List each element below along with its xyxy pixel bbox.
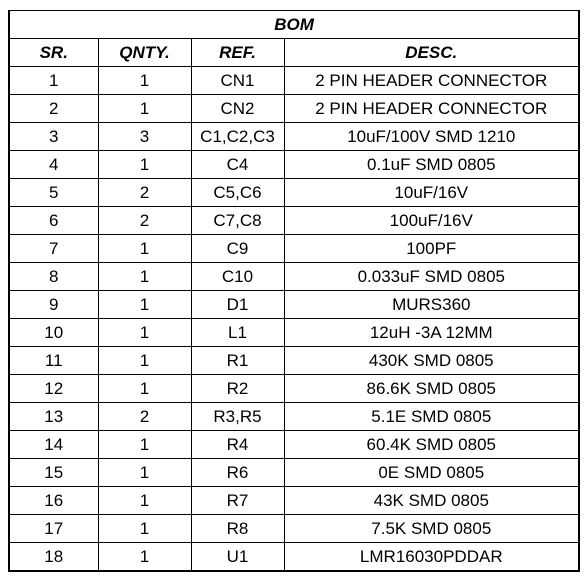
- table-row: [9, 95, 579, 123]
- table-row: [9, 207, 579, 235]
- cell-ref: D1: [191, 291, 284, 319]
- cell-desc: 43K SMD 0805: [284, 487, 579, 515]
- cell-sr: 15: [9, 459, 98, 487]
- cell-ref: R3,R5: [191, 403, 284, 431]
- cell-ref: R7: [191, 487, 284, 515]
- cell-sr: 16: [9, 487, 98, 515]
- cell-qnty: 1: [98, 235, 191, 263]
- cell-sr: 11: [9, 347, 98, 375]
- table-row: [9, 347, 579, 375]
- cell-desc: 10uF/16V: [284, 179, 579, 207]
- cell-ref: CN1: [191, 67, 284, 95]
- cell-desc: MURS360: [284, 291, 579, 319]
- cell-desc: LMR16030PDDAR: [284, 543, 579, 572]
- title-row: [9, 11, 579, 39]
- cell-desc: 2 PIN HEADER CONNECTOR: [284, 95, 579, 123]
- cell-ref: R8: [191, 515, 284, 543]
- cell-sr: 12: [9, 375, 98, 403]
- column-header-sr: SR.: [9, 39, 98, 67]
- cell-qnty: 1: [98, 319, 191, 347]
- table-row: [9, 515, 579, 543]
- table-row: [9, 67, 579, 95]
- cell-sr: 17: [9, 515, 98, 543]
- cell-desc: 12uH -3A 12MM: [284, 319, 579, 347]
- header-row: [9, 39, 579, 67]
- cell-qnty: 1: [98, 291, 191, 319]
- cell-ref: R2: [191, 375, 284, 403]
- cell-qnty: 2: [98, 207, 191, 235]
- cell-qnty: 1: [98, 375, 191, 403]
- cell-desc: 60.4K SMD 0805: [284, 431, 579, 459]
- column-header-desc: DESC.: [284, 39, 579, 67]
- cell-ref: CN2: [191, 95, 284, 123]
- cell-qnty: 3: [98, 123, 191, 151]
- cell-sr: 7: [9, 235, 98, 263]
- cell-sr: 2: [9, 95, 98, 123]
- table-row: [9, 319, 579, 347]
- table-row: [9, 375, 579, 403]
- cell-ref: U1: [191, 543, 284, 572]
- cell-qnty: 2: [98, 403, 191, 431]
- table-row: [9, 235, 579, 263]
- table-row: [9, 487, 579, 515]
- cell-sr: 10: [9, 319, 98, 347]
- cell-desc: 86.6K SMD 0805: [284, 375, 579, 403]
- cell-ref: C4: [191, 151, 284, 179]
- cell-qnty: 1: [98, 515, 191, 543]
- cell-sr: 1: [9, 67, 98, 95]
- cell-qnty: 1: [98, 431, 191, 459]
- cell-desc: 2 PIN HEADER CONNECTOR: [284, 67, 579, 95]
- cell-qnty: 1: [98, 151, 191, 179]
- cell-desc: 7.5K SMD 0805: [284, 515, 579, 543]
- table-row: [9, 123, 579, 151]
- cell-ref: L1: [191, 319, 284, 347]
- cell-desc: 430K SMD 0805: [284, 347, 579, 375]
- table-row: [9, 291, 579, 319]
- cell-qnty: 1: [98, 487, 191, 515]
- column-header-qnty: QNTY.: [98, 39, 191, 67]
- cell-sr: 9: [9, 291, 98, 319]
- cell-qnty: 1: [98, 263, 191, 291]
- cell-desc: 0.1uF SMD 0805: [284, 151, 579, 179]
- cell-qnty: 1: [98, 543, 191, 572]
- cell-ref: C10: [191, 263, 284, 291]
- cell-desc: 10uF/100V SMD 1210: [284, 123, 579, 151]
- cell-sr: 3: [9, 123, 98, 151]
- cell-sr: 5: [9, 179, 98, 207]
- cell-sr: 8: [9, 263, 98, 291]
- cell-ref: C1,C2,C3: [191, 123, 284, 151]
- cell-qnty: 2: [98, 179, 191, 207]
- column-header-ref: REF.: [191, 39, 284, 67]
- table-row: [9, 431, 579, 459]
- cell-qnty: 1: [98, 95, 191, 123]
- cell-ref: R4: [191, 431, 284, 459]
- cell-ref: R6: [191, 459, 284, 487]
- table-body: [9, 67, 579, 572]
- cell-qnty: 1: [98, 347, 191, 375]
- cell-ref: C7,C8: [191, 207, 284, 235]
- cell-sr: 6: [9, 207, 98, 235]
- cell-sr: 4: [9, 151, 98, 179]
- cell-desc: 0.033uF SMD 0805: [284, 263, 579, 291]
- cell-desc: 100PF: [284, 235, 579, 263]
- table-row: [9, 151, 579, 179]
- bom-table: [8, 10, 580, 572]
- cell-qnty: 1: [98, 67, 191, 95]
- table-row: [9, 459, 579, 487]
- table-row: [9, 403, 579, 431]
- cell-desc: 5.1E SMD 0805: [284, 403, 579, 431]
- table-row: [9, 543, 579, 572]
- cell-qnty: 1: [98, 459, 191, 487]
- table-row: [9, 179, 579, 207]
- cell-ref: C9: [191, 235, 284, 263]
- table-title: BOM: [9, 11, 579, 39]
- cell-sr: 13: [9, 403, 98, 431]
- cell-desc: 100uF/16V: [284, 207, 579, 235]
- cell-sr: 14: [9, 431, 98, 459]
- cell-desc: 0E SMD 0805: [284, 459, 579, 487]
- cell-sr: 18: [9, 543, 98, 572]
- cell-ref: C5,C6: [191, 179, 284, 207]
- cell-ref: R1: [191, 347, 284, 375]
- table-row: [9, 263, 579, 291]
